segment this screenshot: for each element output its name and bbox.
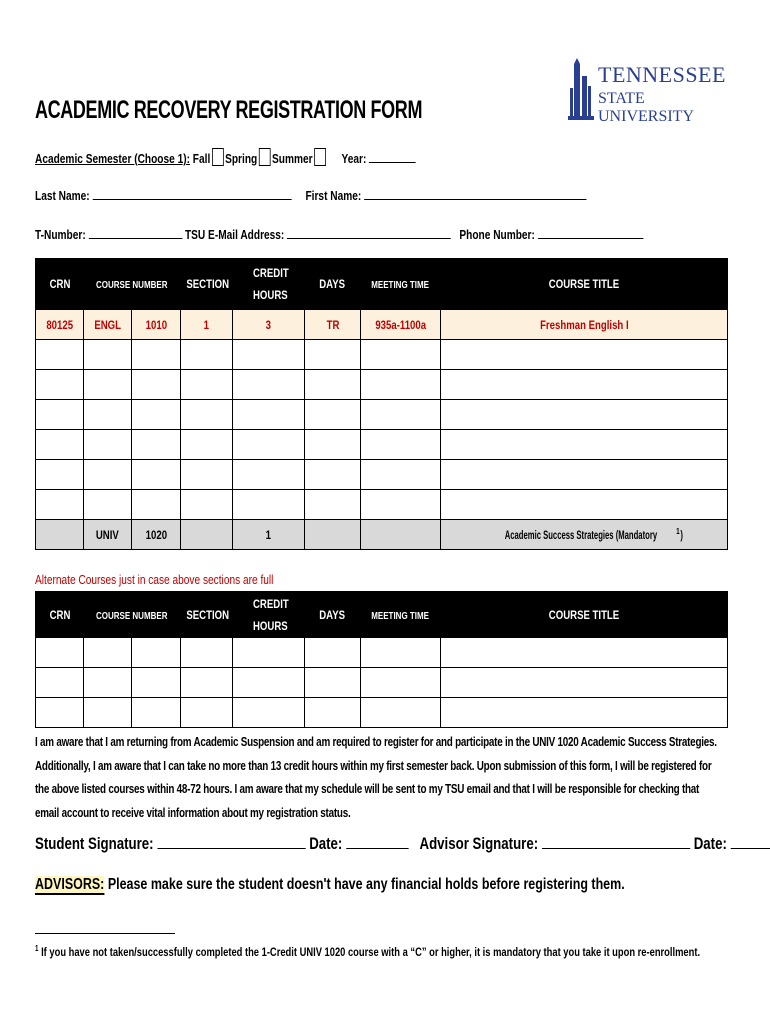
table-cell[interactable] [36,520,84,550]
last-name-label: Last Name: [35,188,90,203]
course-table [35,258,728,550]
header-course-title: COURSE TITLE [441,259,728,310]
last-name-field[interactable] [92,187,291,200]
email-field[interactable] [287,226,451,239]
summer-checkbox[interactable] [314,148,326,166]
table-cell[interactable] [305,698,361,728]
table-cell[interactable] [441,400,728,430]
table-cell[interactable] [84,430,132,460]
table-cell[interactable] [36,400,84,430]
footnote-marker: 1 [35,944,39,953]
advisor-signature-field[interactable] [542,834,690,849]
advisor-note-tag: ADVISORS: [35,876,105,893]
table-row [36,310,728,340]
header-credit-hours: CREDIT HOURS [233,259,305,310]
advisor-signature-label: Advisor Signature: [419,834,539,853]
fall-checkbox[interactable] [212,148,224,166]
table-cell[interactable] [361,520,441,550]
table-cell[interactable] [441,370,728,400]
table-cell[interactable] [181,668,233,698]
phone-label: Phone Number: [459,227,535,242]
table-cell[interactable] [305,430,361,460]
names-row [35,187,586,203]
table-cell[interactable] [36,430,84,460]
table-row [36,400,728,430]
table-cell[interactable] [361,370,441,400]
header-course-number: COURSE NUMBER [84,259,181,310]
header-section: SECTION [181,259,233,310]
table-cell[interactable]: 3 [233,310,305,340]
table-cell[interactable] [233,340,305,370]
table-cell[interactable]: 1 [181,310,233,340]
table-row [36,490,728,520]
table-cell[interactable] [84,460,132,490]
year-field[interactable] [369,150,416,163]
table-cell[interactable] [361,340,441,370]
header-meeting-time: MEETING TIME [361,592,441,638]
table-cell[interactable] [305,460,361,490]
table-cell: Academic Success Strategies (Mandatory $^1$) [441,520,728,550]
footnote-text: If you have not taken/successfully completed the 1-Credit UNIV 1020 course with a “C” or higher, it is mandatory that you take it upon re-enrollment. [38,945,701,959]
table-cell[interactable] [305,490,361,520]
header-days: DAYS [305,259,361,310]
table-cell[interactable]: 1010 [132,310,181,340]
table-row [36,430,728,460]
univ-row [36,520,728,550]
table-cell[interactable] [181,430,233,460]
table-cell[interactable] [132,340,181,370]
table-cell[interactable] [361,698,441,728]
table-cell[interactable] [233,370,305,400]
table-cell[interactable] [361,430,441,460]
table-cell[interactable] [181,490,233,520]
tnumber-label: T-Number: [35,227,86,242]
table-cell[interactable] [361,400,441,430]
email-label: TSU E-Mail Address: [184,227,285,242]
tsu-logo [568,58,726,128]
table-cell[interactable] [361,668,441,698]
table-cell[interactable] [84,400,132,430]
footnote [35,944,700,959]
table-row [36,370,728,400]
table-cell[interactable]: TR [305,310,361,340]
table-cell[interactable] [233,430,305,460]
table-cell[interactable] [441,638,728,668]
first-name-field[interactable] [364,187,586,200]
table-cell[interactable] [132,638,181,668]
table-cell: 1 [233,520,305,550]
semester-row [35,148,416,166]
table-cell[interactable] [84,370,132,400]
header-crn: CRN [36,259,84,310]
date-field-1[interactable] [346,834,408,849]
date-label-2: Date: [693,834,727,853]
student-signature-label: Student Signature: [35,834,154,853]
table-cell[interactable] [132,430,181,460]
table-cell[interactable] [84,490,132,520]
table-cell[interactable] [361,460,441,490]
header-course-number: COURSE NUMBER [84,592,181,638]
table-row [36,340,728,370]
table-cell[interactable] [132,460,181,490]
table-cell[interactable] [441,490,728,520]
table-cell[interactable] [233,668,305,698]
table-cell[interactable] [36,340,84,370]
table-cell[interactable] [84,668,132,698]
table-cell[interactable] [305,520,361,550]
header-course-title: COURSE TITLE [441,592,728,638]
table-cell[interactable] [233,460,305,490]
date-field-2[interactable] [731,834,770,849]
alternate-course-table [35,591,728,728]
table-cell[interactable] [181,638,233,668]
advisor-note-text: Please make sure the student doesn't have any financial holds before registering them. [104,876,625,893]
table-cell[interactable] [233,490,305,520]
table-cell[interactable] [305,370,361,400]
ids-row [35,226,643,242]
tnumber-field[interactable] [89,226,183,239]
semester-label: Academic Semester (Choose 1): [35,151,190,166]
table-cell: UNIV [84,520,132,550]
table-cell[interactable] [305,400,361,430]
table-row [36,698,728,728]
table-cell[interactable]: Freshman English I [441,310,728,340]
table-cell[interactable] [36,698,84,728]
table-row [36,460,728,490]
table-cell[interactable] [132,490,181,520]
table-cell[interactable] [181,400,233,430]
table-cell[interactable] [132,668,181,698]
table-cell[interactable] [233,400,305,430]
table-cell[interactable]: ENGL [84,310,132,340]
header-section: SECTION [181,592,233,638]
summer-label: Summer [272,151,313,166]
table-cell[interactable] [36,490,84,520]
table-cell[interactable] [441,340,728,370]
fall-label: Fall [192,151,211,166]
form-title: ACADEMIC RECOVERY REGISTRATION FORM [35,96,423,124]
first-name-label: First Name: [305,188,362,203]
table-cell[interactable] [233,638,305,668]
header-crn: CRN [36,592,84,638]
table-cell[interactable] [233,698,305,728]
table-cell[interactable] [36,370,84,400]
table-cell[interactable] [84,638,132,668]
spring-label: Spring [225,151,258,166]
table-cell[interactable] [181,698,233,728]
table-cell[interactable] [305,668,361,698]
table-row [36,668,728,698]
table-cell[interactable] [441,698,728,728]
table-cell[interactable] [441,668,728,698]
year-label: Year: [341,151,367,166]
table-cell[interactable] [305,340,361,370]
header-credit-hours: CREDIT HOURS [233,592,305,638]
header-meeting-time: MEETING TIME [361,259,441,310]
table-cell[interactable] [132,400,181,430]
table-cell[interactable] [441,460,728,490]
table-cell[interactable] [36,638,84,668]
table-cell[interactable] [441,430,728,460]
table-cell[interactable] [181,340,233,370]
student-signature-field[interactable] [157,834,305,849]
advisor-note [35,876,625,894]
table-row [36,638,728,668]
table-cell[interactable] [361,638,441,668]
table-cell[interactable]: 80125 [36,310,84,340]
table-cell[interactable] [181,520,233,550]
table-cell[interactable] [361,490,441,520]
table-cell[interactable] [181,370,233,400]
footnote-divider [35,933,175,934]
alternate-courses-label: Alternate Courses just in case above sections are full [35,572,274,587]
logo-line1: TENNESSEE [598,62,726,87]
table-cell[interactable] [84,698,132,728]
header-days: DAYS [305,592,361,638]
table-cell[interactable] [84,340,132,370]
phone-field[interactable] [538,226,643,239]
acknowledgement-paragraph: I am aware that I am returning from Academic Suspension and am required to register for and participate in the UNIV 1020 Academic Success Strategies. Additionally, I am aware that I can take no more than 13 credit hours within my first semester back. Upon submission of this form, I will be registered for the above listed courses within 48-72 hours. I am aware that my schedule will be sent to my TSU email and that I will be responsible for checking that email account to receive vital information about my registration status. [35,735,717,820]
signature-row [35,834,770,854]
table-cell[interactable] [36,668,84,698]
table-cell[interactable] [36,460,84,490]
table-cell[interactable] [132,698,181,728]
logo-line2: STATE UNIVERSITY [598,90,694,125]
date-label-1: Date: [309,834,343,853]
table-cell[interactable] [132,370,181,400]
spring-checkbox[interactable] [259,148,271,166]
table-cell[interactable] [305,638,361,668]
table-cell: 1020 [132,520,181,550]
table-cell[interactable]: 935a-1100a [361,310,441,340]
table-cell[interactable] [181,460,233,490]
